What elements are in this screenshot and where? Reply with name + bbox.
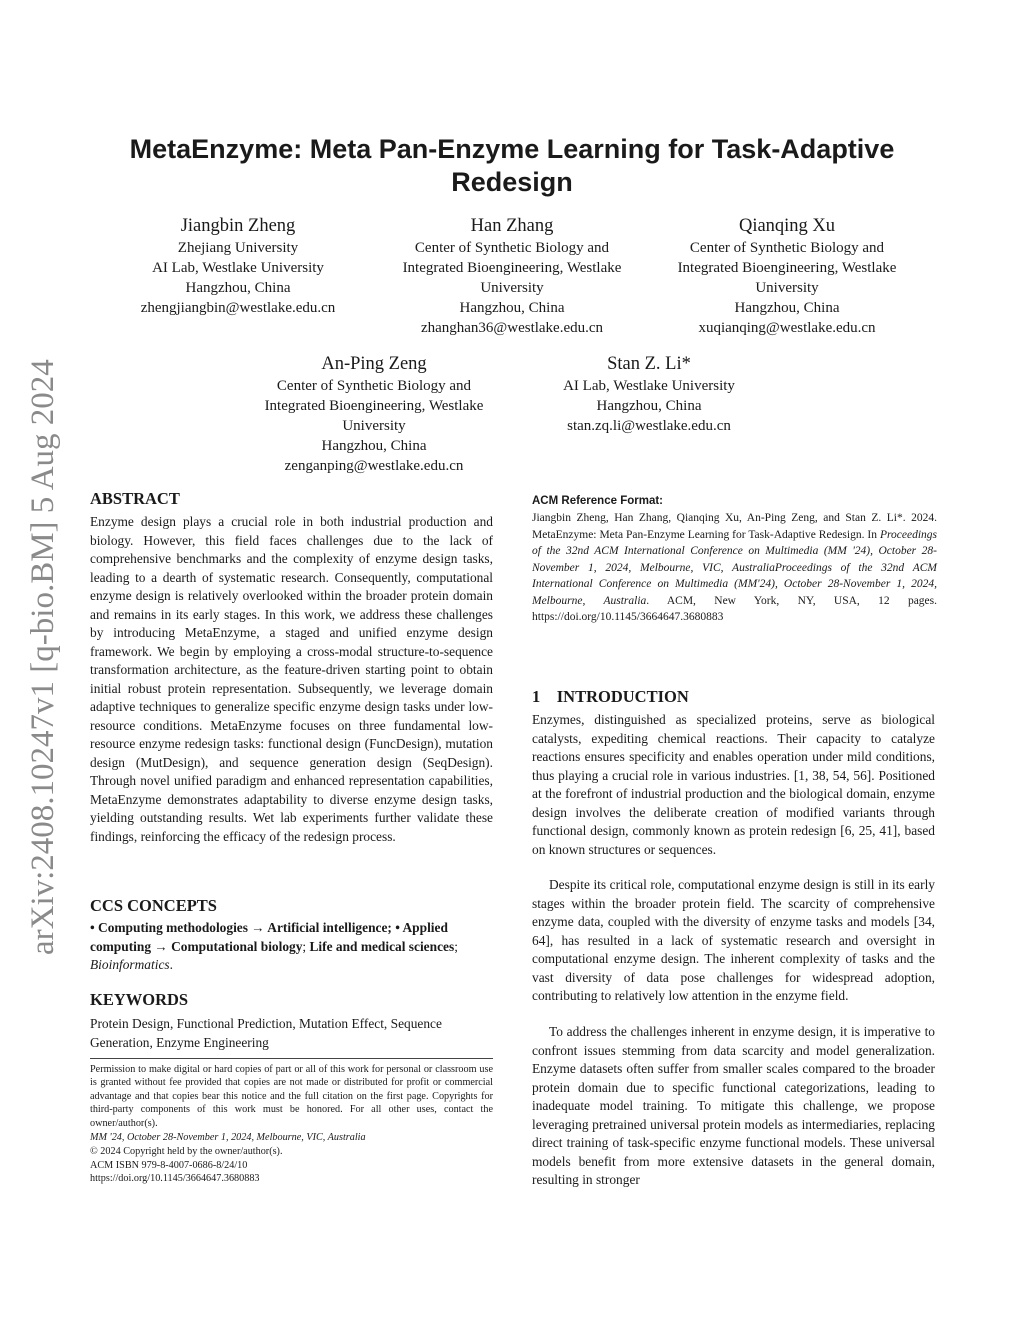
paper-title: MetaEnzyme: Meta Pan-Enzyme Learning for Task-Adaptive Redesign bbox=[129, 134, 895, 197]
conference-info: MM '24, October 28-November 1, 2024, Melbourne, VIC, Australia bbox=[90, 1132, 366, 1143]
introduction-heading bbox=[532, 686, 689, 708]
reference-authors: Jiangbin Zheng, Han Zhang, Qianqing Xu, An-Ping Zeng, and Stan Z. Li*. 2024. MetaEnzyme: Meta Pan-Enzyme Learning for Task-Adaptive Redesign. In bbox=[532, 512, 937, 541]
author-name: Stan Z. Li* bbox=[607, 354, 691, 374]
author-block-1 bbox=[88, 214, 388, 318]
author-affiliation: Integrated Bioengineering, Westlake bbox=[264, 398, 484, 414]
section-title: INTRODUCTION bbox=[556, 687, 689, 706]
author-affiliation: University bbox=[342, 418, 406, 434]
abstract-text: Enzyme design plays a crucial role in both industrial production and biology. However, this field faces challenges due to the lack of comprehensive benchmarks and the complexity of enzyme design tasks, leading to a dearth of systematic research. Consequently, computational enzyme design is relatively overlooked within the broader protein domain and remains in its early stages. In this work, we address these challenges by introducing MetaEnzyme, a staged and unified enzyme design framework. We begin by employing a cross-modal structure-to-sequence transformation architecture, as the feature-driven starting point to obtain initial robust protein representation. Subsequently, we leverage domain adaptive techniques to generalize specific enzyme design tasks under low-resource conditions. MetaEnzyme focuses on three fundamental low-resource enzyme redesign tasks: functional design (FuncDesign), mutation design (MutDesign), and sequence generation design (SeqDesign). Through novel unified paradigm and enhanced representation capabilities, MetaEnzyme demonstrates adaptability to diverse enzyme design tasks, yielding outstanding results. Wet lab experiments further validate these findings, reinforcing the efficacy of the redesign process. bbox=[90, 514, 493, 844]
author-name: An-Ping Zeng bbox=[321, 354, 427, 374]
author-affiliation: University bbox=[755, 280, 819, 296]
intro-paragraph-2: Despite its critical role, computational enzyme design is still in its early stages within the broader protein field. The scarcity of comprehensive enzyme data, coupled with the diversity of enzyme tasks and models [34, 64], has resulted in a lack of systematic research and oversight in computational enzyme design. The inherent complexity of tasks and the vast diversity of data pose challenges for widespread adoption, contributing to relatively low attention in the enzyme field. bbox=[532, 877, 935, 1003]
author-affiliation: Integrated Bioengineering, Westlake bbox=[677, 260, 897, 276]
reference-venue: Proceedings of the 32nd ACM International Conference on Multimedia (MM '24), October 28-November 1, 2024, Melbourne, VIC, AustraliaProceedings of the 32nd ACM International Conference on Multimedia (MM'24), October 28-November 1, 2024, Melbourne, Australia bbox=[532, 528, 937, 607]
ccs-terminator: . bbox=[169, 957, 173, 972]
author-name: Jiangbin Zheng bbox=[180, 216, 296, 236]
author-location: Hangzhou, China bbox=[459, 300, 565, 316]
author-affiliation: Integrated Bioengineering, Westlake bbox=[402, 260, 622, 276]
author-affiliation: Center of Synthetic Biology and bbox=[276, 378, 472, 394]
keywords-text: Protein Design, Functional Prediction, Mutation Effect, Sequence Generation, Enzyme Engineering bbox=[90, 1016, 442, 1050]
intro-paragraph-1: Enzymes, distinguished as specialized proteins, serve as biological catalysts, expediting chemical reactions. Their capacity to catalyze reactions ensures specificity and enables operation under mild conditions, thus playing a crucial role in various industries. [1, 38, 54, 56]. Positioned at the forefront of industrial production and the biological domain, enzyme design involves the deliberate creation of modified variants through functional design, commonly known as protein redesign [6, 25, 41], based on known structures or sequences. bbox=[532, 712, 935, 857]
author-affiliation: Center of Synthetic Biology and bbox=[414, 240, 610, 256]
isbn: ACM ISBN 979-8-4007-0686-8/24/10 bbox=[90, 1160, 248, 1171]
ccs-heading: CCS CONCEPTS bbox=[90, 896, 217, 915]
author-block-4 bbox=[224, 352, 524, 476]
ccs-concept: Bioinformatics bbox=[90, 957, 170, 972]
author-block-2 bbox=[362, 214, 662, 338]
author-name: Qianqing Xu bbox=[738, 216, 836, 236]
author-block-5 bbox=[499, 352, 799, 436]
author-affiliation: AI Lab, Westlake University bbox=[563, 378, 735, 394]
ccs-concept: Life and medical sciences bbox=[309, 938, 455, 954]
copyright-notice: © 2024 Copyright held by the owner/author(s). bbox=[90, 1146, 283, 1157]
author-affiliation: AI Lab, Westlake University bbox=[152, 260, 324, 276]
author-location: Hangzhou, China bbox=[596, 398, 702, 414]
author-affiliation: University bbox=[480, 280, 544, 296]
ccs-concept: ; • Applied computing → Computational biology bbox=[90, 920, 448, 954]
reference-publisher: . ACM, New York, NY, USA, 12 pages. https://doi.org/10.1145/3664647.3680883 bbox=[532, 594, 938, 623]
footnote-divider bbox=[90, 1058, 493, 1059]
arxiv-identifier: arXiv:2408.10247v1 [q-bio.BM] 5 Aug 2024 bbox=[25, 359, 61, 955]
author-name: Han Zhang bbox=[470, 216, 554, 236]
permission-notice: Permission to make digital or hard copies of part or all of this work for personal or classroom use is granted without fee provided that copies are not made or distributed for profit or commercial advantage and that copies bear this notice and the full citation on the first page. Copyrights for third-party components of this work must be honored. For all other uses, contact the owner/author(s). bbox=[90, 1064, 493, 1129]
ccs-concept: • Computing methodologies → Artificial intelligence bbox=[90, 920, 388, 935]
ccs-separator: ; bbox=[302, 938, 310, 954]
author-affiliation: Zhejiang University bbox=[177, 240, 299, 256]
author-email: zenganping@westlake.edu.cn bbox=[284, 458, 464, 474]
author-email: xuqianqing@westlake.edu.cn bbox=[698, 320, 876, 336]
ccs-concepts bbox=[90, 919, 493, 975]
author-email: zhengjiangbin@westlake.edu.cn bbox=[140, 300, 336, 316]
author-location: Hangzhou, China bbox=[321, 438, 427, 454]
ccs-separator: ; bbox=[454, 938, 458, 954]
author-location: Hangzhou, China bbox=[185, 280, 291, 296]
keywords-heading: KEYWORDS bbox=[90, 990, 189, 1009]
doi-link[interactable]: https://doi.org/10.1145/3664647.3680883 bbox=[90, 1173, 260, 1184]
author-location: Hangzhou, China bbox=[734, 300, 840, 316]
acm-reference-label: ACM Reference Format: bbox=[532, 495, 663, 507]
author-block-3 bbox=[637, 214, 937, 338]
author-affiliation: Center of Synthetic Biology and bbox=[689, 240, 885, 256]
author-email: stan.zq.li@westlake.edu.cn bbox=[567, 418, 731, 434]
author-email: zhanghan36@westlake.edu.cn bbox=[420, 320, 604, 336]
abstract-heading: ABSTRACT bbox=[90, 489, 180, 508]
acm-reference-text bbox=[532, 510, 937, 626]
section-number: 1 bbox=[532, 687, 541, 706]
intro-paragraph-3: To address the challenges inherent in enzyme design, it is imperative to confront issues stemming from data scarcity and model generalization. Enzyme datasets often suffer from smaller scales compared to the broader protein domain due to specific functional categorizations, leading to inadequate model training. To mitigate this challenge, we propose leveraging pretrained universal protein models as intermediaries, replacing direct training of task-specific enzyme functional models. These universal models benefit from more extensive datasets in the general domain, resulting in stronger bbox=[532, 1024, 935, 1187]
